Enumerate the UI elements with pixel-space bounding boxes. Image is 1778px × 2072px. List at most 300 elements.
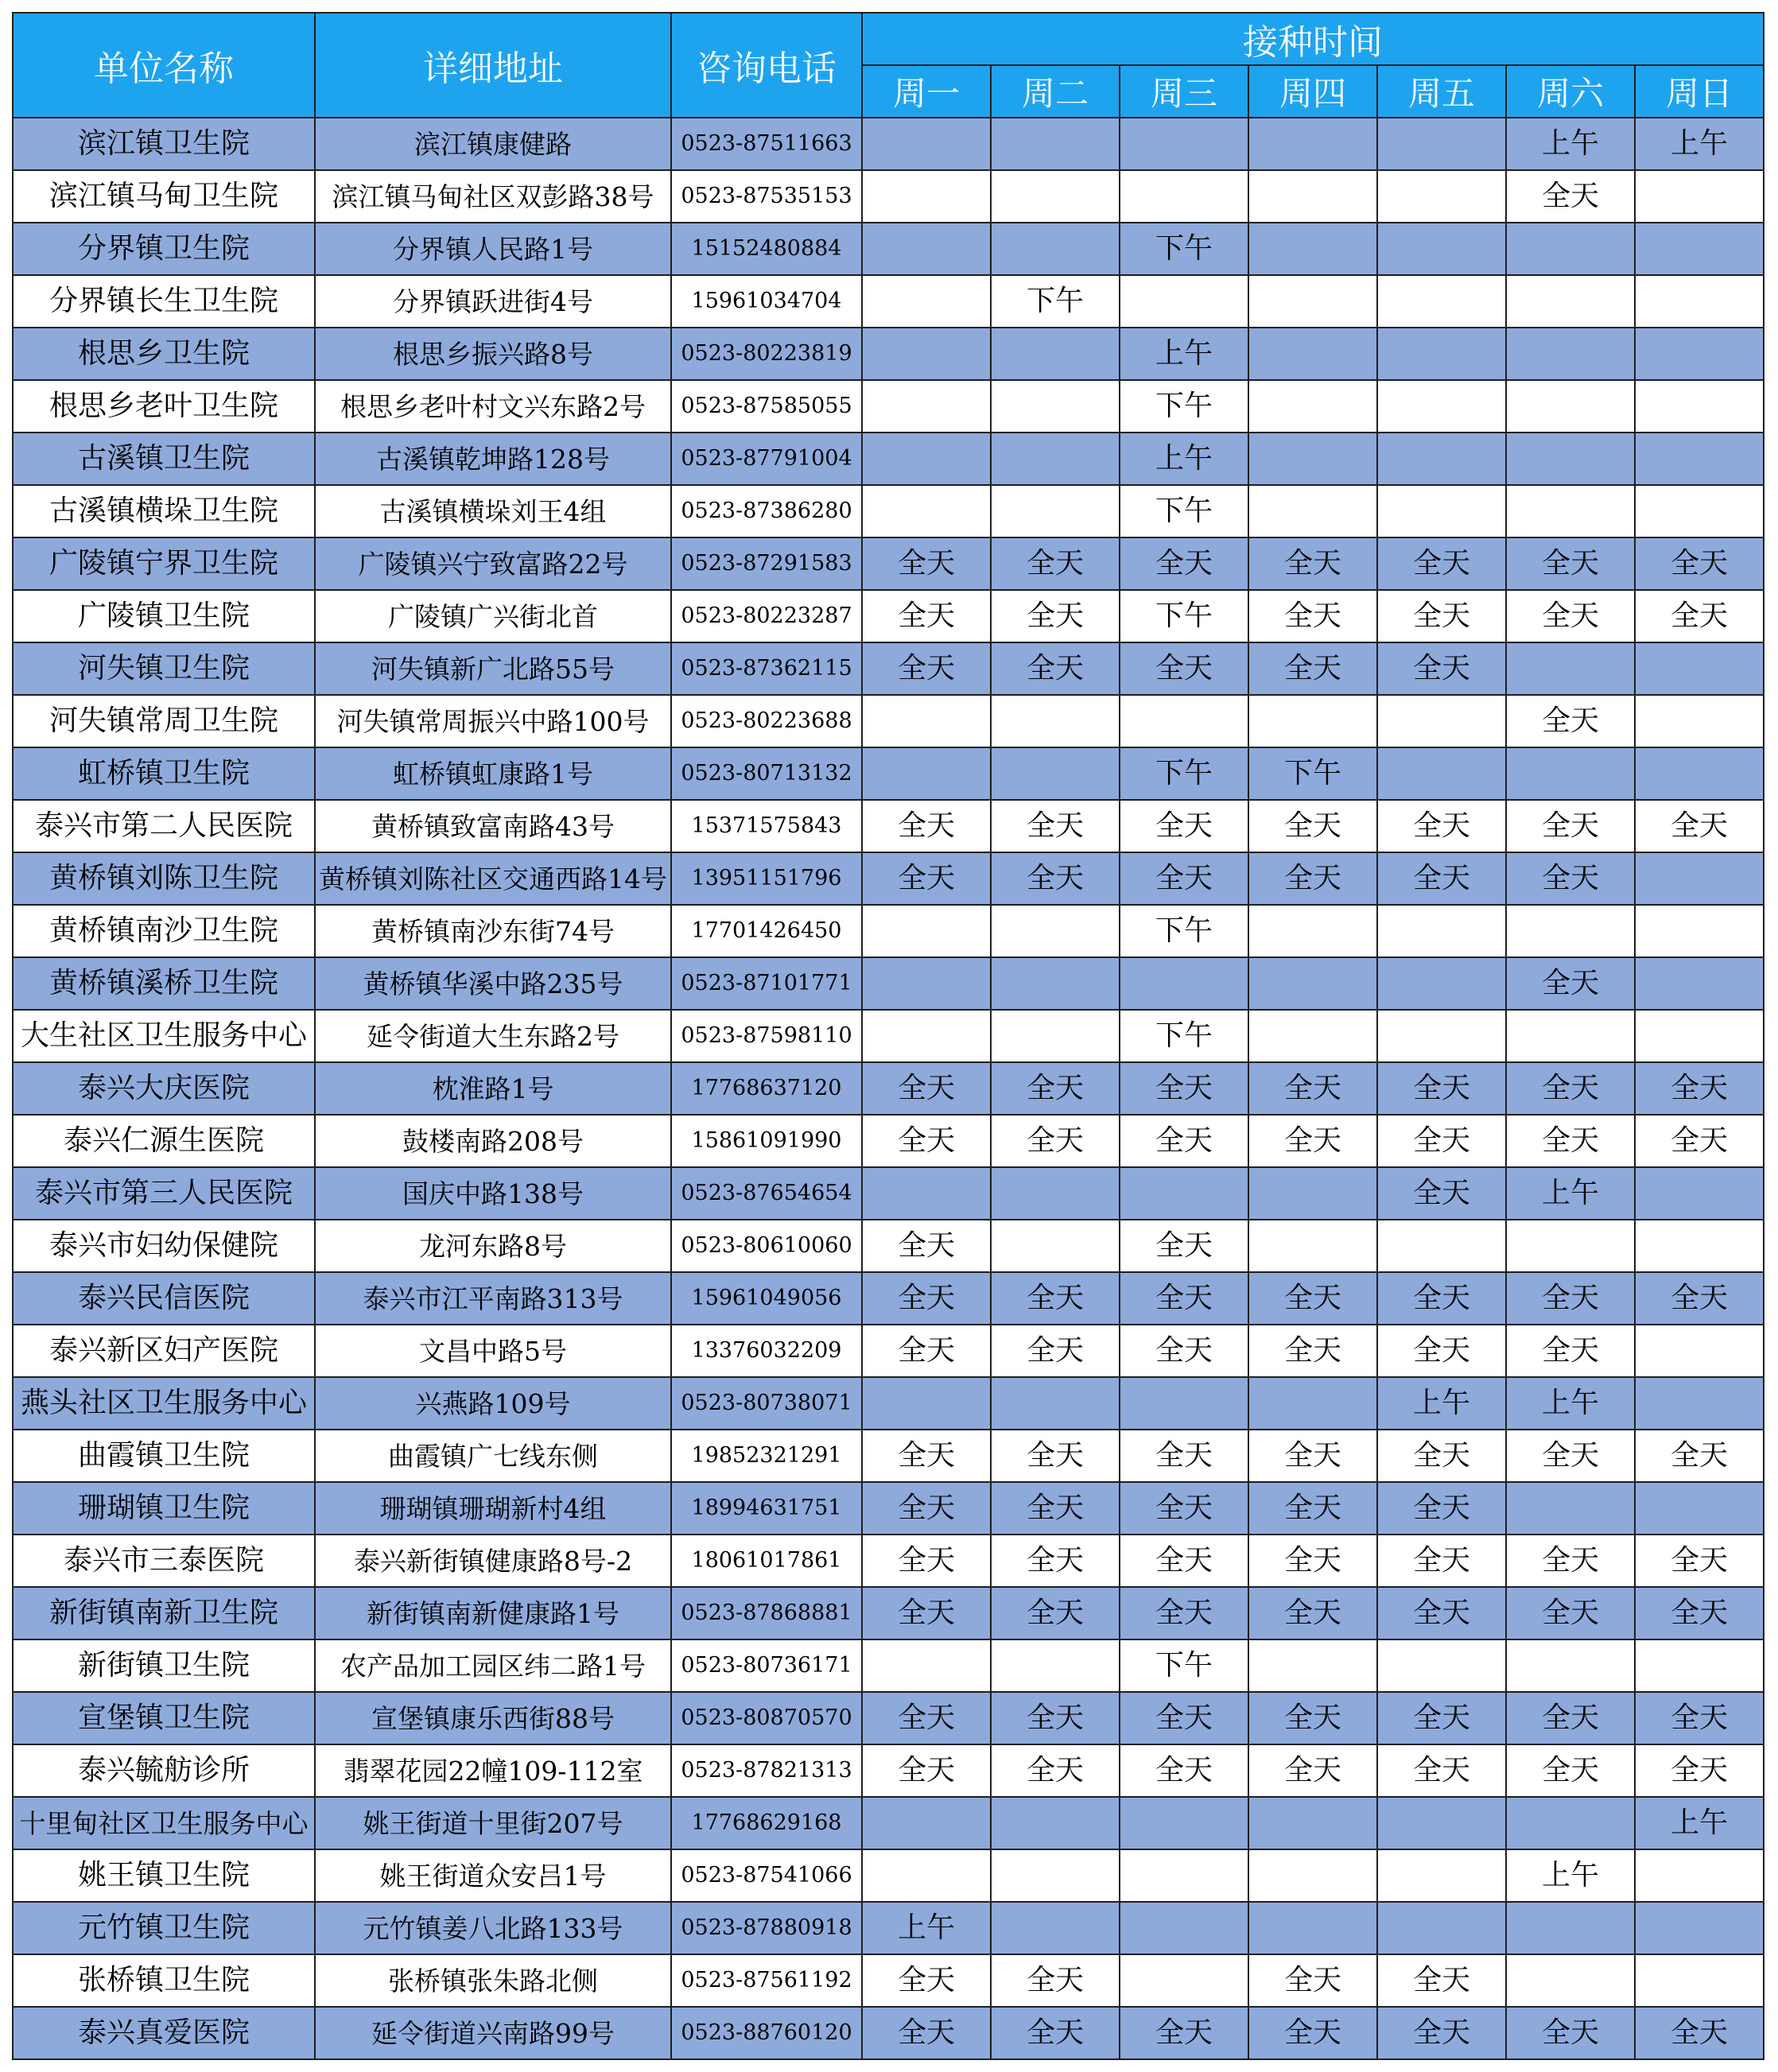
slot-cell-fri <box>1377 1639 1506 1692</box>
slot-cell-thu-text: 下午 <box>1283 757 1341 790</box>
slot-cell-sun <box>1635 1954 1764 2007</box>
slot-cell-fri-text: 全天 <box>1412 1492 1470 1525</box>
slot-cell-fri <box>1377 852 1506 905</box>
address-cell <box>315 1902 671 1954</box>
unit-name-cell-text: 新街镇卫生院 <box>77 1649 250 1682</box>
phone-cell <box>671 1220 862 1272</box>
unit-name-cell <box>13 1587 315 1639</box>
slot-cell-fri-text: 上午 <box>1412 1387 1470 1420</box>
slot-cell-wed-text: 下午 <box>1155 1649 1213 1682</box>
slot-cell-mon-text: 全天 <box>897 1492 955 1525</box>
slot-cell-thu <box>1248 328 1377 380</box>
slot-cell-thu-text: 全天 <box>1283 1282 1341 1315</box>
slot-cell-thu <box>1248 1849 1377 1902</box>
slot-cell-thu <box>1248 1692 1377 1744</box>
unit-name-cell <box>13 1115 315 1167</box>
slot-cell-wed-text: 全天 <box>1155 1072 1213 1105</box>
address-cell-text: 河失镇新广北路55号 <box>371 653 615 685</box>
phone-cell-text: 19852321291 <box>691 1443 842 1469</box>
slot-cell-sun <box>1635 1010 1764 1062</box>
phone-cell <box>671 1115 862 1167</box>
address-cell-text: 黄桥镇致富南路43号 <box>371 810 615 842</box>
slot-cell-sat <box>1506 275 1635 328</box>
unit-name-cell-text: 古溪镇横垛卫生院 <box>49 495 278 528</box>
slot-cell-mon-text: 全天 <box>897 599 955 633</box>
table-row <box>13 1954 1764 2007</box>
unit-name-cell <box>13 1692 315 1744</box>
slot-cell-tue <box>991 118 1120 170</box>
address-cell <box>315 1535 671 1587</box>
slot-cell-sat <box>1506 1587 1635 1639</box>
unit-name-cell-text: 泰兴市三泰医院 <box>63 1544 264 1577</box>
slot-cell-sun <box>1635 695 1764 747</box>
address-cell <box>315 1482 671 1535</box>
slot-cell-sun <box>1635 1062 1764 1115</box>
slot-cell-wed <box>1120 433 1248 485</box>
slot-cell-mon-text: 全天 <box>897 1282 955 1315</box>
slot-cell-sat <box>1506 380 1635 433</box>
slot-cell-fri <box>1377 642 1506 695</box>
phone-cell <box>671 170 862 223</box>
unit-name-cell <box>13 1220 315 1272</box>
slot-cell-fri <box>1377 695 1506 747</box>
slot-cell-sun <box>1635 328 1764 380</box>
address-cell-text: 农产品加工园区纬二路1号 <box>340 1650 646 1682</box>
phone-cell-text: 0523-87791004 <box>681 446 852 471</box>
slot-cell-sat <box>1506 1062 1635 1115</box>
slot-cell-sat <box>1506 1954 1635 2007</box>
header-day-sat: 周六 <box>1506 65 1635 118</box>
phone-cell <box>671 747 862 800</box>
phone-cell-text: 0523-80610060 <box>681 1233 852 1259</box>
slot-cell-fri-text: 全天 <box>1412 1544 1470 1577</box>
address-cell-text: 元竹镇姜八北路133号 <box>363 1912 623 1944</box>
slot-cell-fri <box>1377 118 1506 170</box>
slot-cell-fri <box>1377 223 1506 275</box>
phone-cell-text: 0523-87654654 <box>681 1181 852 1206</box>
phone-cell-text: 0523-87362115 <box>681 656 852 681</box>
slot-cell-wed <box>1120 1272 1248 1325</box>
slot-cell-sat <box>1506 1482 1635 1535</box>
slot-cell-tue <box>991 537 1120 590</box>
address-cell-text: 泰兴市江平南路313号 <box>363 1282 623 1314</box>
slot-cell-mon <box>862 957 991 1010</box>
slot-cell-tue-text: 全天 <box>1026 599 1084 633</box>
address-cell-text: 新街镇南新健康路1号 <box>367 1597 619 1629</box>
phone-cell <box>671 118 862 170</box>
slot-cell-sat <box>1506 747 1635 800</box>
slot-cell-mon-text: 全天 <box>897 1544 955 1577</box>
table-row <box>13 1062 1764 1115</box>
slot-cell-sat <box>1506 1535 1635 1587</box>
slot-cell-tue <box>991 590 1120 642</box>
unit-name-cell-text: 泰兴大庆医院 <box>77 1072 250 1105</box>
slot-cell-thu <box>1248 642 1377 695</box>
address-cell-text: 黄桥镇刘陈社区交通西路14号 <box>319 863 667 894</box>
slot-cell-fri <box>1377 1167 1506 1220</box>
address-cell-text: 翡翠花园22幢109-112室 <box>343 1755 643 1787</box>
slot-cell-fri <box>1377 1272 1506 1325</box>
slot-cell-sat-text: 全天 <box>1541 2016 1599 2050</box>
unit-name-cell <box>13 1430 315 1482</box>
unit-name-cell <box>13 747 315 800</box>
slot-cell-tue <box>991 905 1120 957</box>
slot-cell-wed <box>1120 642 1248 695</box>
slot-cell-mon <box>862 1482 991 1535</box>
address-cell-text: 广陵镇兴宁致富路22号 <box>358 548 628 580</box>
address-cell-text: 泰兴新街镇健康路8号-2 <box>353 1545 633 1577</box>
phone-cell <box>671 957 862 1010</box>
slot-cell-tue <box>991 485 1120 537</box>
unit-name-cell <box>13 1849 315 1902</box>
address-cell-text: 张桥镇张朱路北侧 <box>388 1965 598 1996</box>
phone-cell-text: 0523-87535153 <box>681 184 852 209</box>
slot-cell-tue-text: 全天 <box>1026 1597 1084 1630</box>
slot-cell-mon <box>862 380 991 433</box>
slot-cell-sat-text: 全天 <box>1541 967 1599 1000</box>
unit-name-cell <box>13 1482 315 1535</box>
slot-cell-tue-text: 全天 <box>1026 1492 1084 1525</box>
phone-cell-text: 0523-88760120 <box>681 2020 852 2046</box>
phone-cell <box>671 537 862 590</box>
slot-cell-thu-text: 全天 <box>1283 1754 1341 1787</box>
slot-cell-thu <box>1248 957 1377 1010</box>
unit-name-cell <box>13 433 315 485</box>
phone-cell-text: 17701426450 <box>691 918 842 944</box>
table-row <box>13 170 1764 223</box>
slot-cell-fri-text: 全天 <box>1412 1282 1470 1315</box>
phone-cell-text: 15152480884 <box>691 236 842 262</box>
slot-cell-sat <box>1506 957 1635 1010</box>
unit-name-cell <box>13 1744 315 1797</box>
unit-name-cell-text: 广陵镇宁界卫生院 <box>49 547 278 580</box>
address-cell <box>315 380 671 433</box>
unit-name-cell-text: 河失镇常周卫生院 <box>49 704 278 738</box>
slot-cell-sun <box>1635 380 1764 433</box>
slot-cell-sat <box>1506 1430 1635 1482</box>
phone-cell <box>671 1797 862 1849</box>
slot-cell-sat <box>1506 1902 1635 1954</box>
phone-cell <box>671 1377 862 1430</box>
slot-cell-thu <box>1248 1535 1377 1587</box>
slot-cell-sat <box>1506 537 1635 590</box>
slot-cell-thu-text: 全天 <box>1283 547 1341 580</box>
slot-cell-wed-text: 全天 <box>1155 1282 1213 1315</box>
unit-name-cell-text: 分界镇长生卫生院 <box>49 285 278 318</box>
slot-cell-sun <box>1635 590 1764 642</box>
slot-cell-sat <box>1506 1115 1635 1167</box>
slot-cell-mon-text: 全天 <box>897 2016 955 2050</box>
unit-name-cell-text: 黄桥镇南沙卫生院 <box>49 914 278 948</box>
phone-cell-text: 0523-80223287 <box>681 603 852 629</box>
slot-cell-wed <box>1120 1325 1248 1377</box>
slot-cell-sun-text: 全天 <box>1671 1701 1729 1735</box>
slot-cell-fri <box>1377 1797 1506 1849</box>
slot-cell-sun-text: 全天 <box>1671 1282 1729 1315</box>
unit-name-cell <box>13 1010 315 1062</box>
slot-cell-mon <box>862 170 991 223</box>
header-day-thu: 周四 <box>1248 65 1377 118</box>
unit-name-cell <box>13 2007 315 2059</box>
table-row <box>13 1167 1764 1220</box>
table-body <box>13 118 1764 2059</box>
address-cell <box>315 747 671 800</box>
slot-cell-mon <box>862 1902 991 1954</box>
slot-cell-sat <box>1506 852 1635 905</box>
slot-cell-sat <box>1506 1010 1635 1062</box>
slot-cell-tue-text: 全天 <box>1026 547 1084 580</box>
slot-cell-sat <box>1506 1272 1635 1325</box>
slot-cell-tue-text: 全天 <box>1026 652 1084 685</box>
address-cell-text: 珊瑚镇珊瑚新村4组 <box>379 1492 607 1524</box>
phone-cell-text: 15861091990 <box>691 1128 842 1154</box>
slot-cell-tue <box>991 1062 1120 1115</box>
slot-cell-fri <box>1377 275 1506 328</box>
phone-cell-text: 0523-87561192 <box>681 1968 852 1993</box>
phone-cell <box>671 1954 862 2007</box>
phone-cell-text: 17768637120 <box>691 1076 842 1101</box>
unit-name-cell-text: 曲霞镇卫生院 <box>77 1439 250 1473</box>
slot-cell-mon-text: 全天 <box>897 1334 955 1368</box>
slot-cell-tue-text: 下午 <box>1026 285 1084 318</box>
slot-cell-tue <box>991 1639 1120 1692</box>
slot-cell-fri-text: 全天 <box>1412 1124 1470 1158</box>
slot-cell-fri <box>1377 1902 1506 1954</box>
phone-cell <box>671 275 862 328</box>
phone-cell <box>671 1062 862 1115</box>
slot-cell-wed-text: 上午 <box>1155 442 1213 475</box>
slot-cell-thu <box>1248 1272 1377 1325</box>
slot-cell-tue <box>991 852 1120 905</box>
address-cell <box>315 1430 671 1482</box>
slot-cell-thu <box>1248 1167 1377 1220</box>
slot-cell-tue <box>991 275 1120 328</box>
slot-cell-wed <box>1120 1377 1248 1430</box>
slot-cell-wed <box>1120 1692 1248 1744</box>
phone-cell <box>671 328 862 380</box>
slot-cell-wed <box>1120 223 1248 275</box>
table-row <box>13 1639 1764 1692</box>
slot-cell-thu <box>1248 747 1377 800</box>
slot-cell-wed-text: 全天 <box>1155 1124 1213 1158</box>
slot-cell-fri-text: 全天 <box>1412 1334 1470 1368</box>
slot-cell-thu-text: 全天 <box>1283 1597 1341 1630</box>
slot-cell-sat-text: 全天 <box>1541 1072 1599 1105</box>
phone-cell <box>671 1482 862 1535</box>
slot-cell-mon-text: 全天 <box>897 1439 955 1473</box>
slot-cell-mon <box>862 433 991 485</box>
slot-cell-sun-text: 全天 <box>1671 1072 1729 1105</box>
unit-name-cell <box>13 852 315 905</box>
phone-cell <box>671 642 862 695</box>
slot-cell-sun-text: 上午 <box>1671 127 1729 161</box>
slot-cell-wed <box>1120 590 1248 642</box>
phone-cell-text: 15961049056 <box>691 1286 842 1311</box>
slot-cell-mon <box>862 485 991 537</box>
slot-cell-fri-text: 全天 <box>1412 1439 1470 1473</box>
unit-name-cell-text: 泰兴市妇幼保健院 <box>49 1229 278 1263</box>
address-cell <box>315 905 671 957</box>
slot-cell-wed-text: 全天 <box>1155 1229 1213 1263</box>
slot-cell-fri <box>1377 1954 1506 2007</box>
address-cell-text: 虹桥镇虹康路1号 <box>393 758 593 790</box>
slot-cell-sun <box>1635 485 1764 537</box>
slot-cell-sat-text: 全天 <box>1541 704 1599 738</box>
slot-cell-sun <box>1635 1430 1764 1482</box>
slot-cell-mon-text: 全天 <box>897 1597 955 1630</box>
address-cell <box>315 328 671 380</box>
header-day-tue: 周二 <box>991 65 1120 118</box>
unit-name-cell <box>13 1639 315 1692</box>
slot-cell-fri <box>1377 1587 1506 1639</box>
slot-cell-wed <box>1120 1010 1248 1062</box>
slot-cell-mon <box>862 1377 991 1430</box>
unit-name-cell-text: 滨江镇卫生院 <box>77 127 250 161</box>
table-row <box>13 695 1764 747</box>
slot-cell-thu-text: 全天 <box>1283 1492 1341 1525</box>
table-row <box>13 1482 1764 1535</box>
address-cell <box>315 1220 671 1272</box>
address-cell <box>315 1115 671 1167</box>
slot-cell-tue <box>991 1115 1120 1167</box>
slot-cell-tue <box>991 1744 1120 1797</box>
slot-cell-wed-text: 全天 <box>1155 1754 1213 1787</box>
slot-cell-wed-text: 全天 <box>1155 1701 1213 1735</box>
slot-cell-tue-text: 全天 <box>1026 1701 1084 1735</box>
slot-cell-fri-text: 全天 <box>1412 1964 1470 1997</box>
slot-cell-fri-text: 全天 <box>1412 1072 1470 1105</box>
slot-cell-sun <box>1635 433 1764 485</box>
table-row <box>13 118 1764 170</box>
unit-name-cell <box>13 485 315 537</box>
table-row <box>13 1430 1764 1482</box>
slot-cell-sat <box>1506 695 1635 747</box>
header-schedule-group: 接种时间 <box>862 13 1764 65</box>
unit-name-cell <box>13 590 315 642</box>
slot-cell-sat-text: 全天 <box>1541 809 1599 843</box>
phone-cell-text: 0523-80713132 <box>681 761 852 786</box>
slot-cell-tue <box>991 433 1120 485</box>
table-row <box>13 275 1764 328</box>
slot-cell-sun <box>1635 905 1764 957</box>
header-address: 详细地址 <box>315 13 671 118</box>
phone-cell <box>671 485 862 537</box>
table-row <box>13 223 1764 275</box>
phone-cell <box>671 433 862 485</box>
slot-cell-wed <box>1120 1115 1248 1167</box>
slot-cell-tue <box>991 1167 1120 1220</box>
phone-cell-text: 13951151796 <box>691 866 842 891</box>
phone-cell <box>671 2007 862 2059</box>
header-day-fri: 周五 <box>1377 65 1506 118</box>
unit-name-cell <box>13 1797 315 1849</box>
slot-cell-wed-text: 下午 <box>1155 599 1213 633</box>
slot-cell-fri-text: 全天 <box>1412 1177 1470 1210</box>
slot-cell-sat <box>1506 1377 1635 1430</box>
slot-cell-sat <box>1506 328 1635 380</box>
slot-cell-sat <box>1506 905 1635 957</box>
slot-cell-mon <box>862 1587 991 1639</box>
unit-name-cell-text: 宣堡镇卫生院 <box>77 1701 250 1735</box>
address-cell-text: 滨江镇康健路 <box>414 128 572 160</box>
unit-name-cell <box>13 905 315 957</box>
slot-cell-wed <box>1120 1797 1248 1849</box>
slot-cell-wed <box>1120 1430 1248 1482</box>
slot-cell-tue <box>991 1902 1120 1954</box>
phone-cell-text: 17768629168 <box>691 1810 842 1836</box>
slot-cell-fri <box>1377 537 1506 590</box>
slot-cell-thu <box>1248 1377 1377 1430</box>
slot-cell-thu <box>1248 1010 1377 1062</box>
phone-cell <box>671 1272 862 1325</box>
slot-cell-fri-text: 全天 <box>1412 1754 1470 1787</box>
phone-cell-text: 0523-87598110 <box>681 1023 852 1049</box>
slot-cell-sun-text: 全天 <box>1671 1754 1729 1787</box>
slot-cell-tue <box>991 1272 1120 1325</box>
table-row <box>13 433 1764 485</box>
unit-name-cell <box>13 1902 315 1954</box>
unit-name-cell-text: 泰兴毓舫诊所 <box>77 1754 250 1787</box>
slot-cell-wed <box>1120 905 1248 957</box>
unit-name-cell-text: 古溪镇卫生院 <box>77 442 250 475</box>
slot-cell-sun-text: 全天 <box>1671 2016 1729 2050</box>
address-cell <box>315 1954 671 2007</box>
unit-name-cell-text: 广陵镇卫生院 <box>77 599 250 633</box>
slot-cell-mon <box>862 118 991 170</box>
slot-cell-fri-text: 全天 <box>1412 2016 1470 2050</box>
address-cell <box>315 170 671 223</box>
slot-cell-fri <box>1377 905 1506 957</box>
address-cell <box>315 1010 671 1062</box>
slot-cell-mon <box>862 1167 991 1220</box>
slot-cell-sat-text: 全天 <box>1541 1439 1599 1473</box>
unit-name-cell-text: 滨江镇马甸卫生院 <box>49 180 278 213</box>
slot-cell-thu <box>1248 1744 1377 1797</box>
slot-cell-sun-text: 全天 <box>1671 1544 1729 1577</box>
slot-cell-tue <box>991 1325 1120 1377</box>
slot-cell-sat <box>1506 223 1635 275</box>
slot-cell-sat-text: 全天 <box>1541 1544 1599 1577</box>
slot-cell-thu <box>1248 852 1377 905</box>
slot-cell-thu <box>1248 1482 1377 1535</box>
address-cell-text: 古溪镇乾坤路128号 <box>376 443 610 475</box>
slot-cell-thu <box>1248 590 1377 642</box>
unit-name-cell-text: 燕头社区卫生服务中心 <box>20 1387 307 1420</box>
slot-cell-wed-text: 下午 <box>1155 390 1213 423</box>
address-cell <box>315 1744 671 1797</box>
address-cell-text: 根思乡老叶村文兴东路2号 <box>340 390 646 422</box>
slot-cell-sat-text: 全天 <box>1541 1282 1599 1315</box>
slot-cell-sat <box>1506 1639 1635 1692</box>
slot-cell-fri <box>1377 1220 1506 1272</box>
phone-cell <box>671 380 862 433</box>
slot-cell-fri <box>1377 170 1506 223</box>
table-row <box>13 905 1764 957</box>
slot-cell-sat-text: 全天 <box>1541 1124 1599 1158</box>
unit-name-cell <box>13 380 315 433</box>
slot-cell-tue <box>991 380 1120 433</box>
slot-cell-wed <box>1120 1535 1248 1587</box>
unit-name-cell <box>13 800 315 852</box>
slot-cell-tue <box>991 223 1120 275</box>
slot-cell-tue-text: 全天 <box>1026 1334 1084 1368</box>
slot-cell-tue <box>991 1430 1120 1482</box>
unit-name-cell <box>13 1535 315 1587</box>
address-cell <box>315 1587 671 1639</box>
slot-cell-thu-text: 全天 <box>1283 1439 1341 1473</box>
slot-cell-thu <box>1248 1325 1377 1377</box>
slot-cell-fri <box>1377 1535 1506 1587</box>
